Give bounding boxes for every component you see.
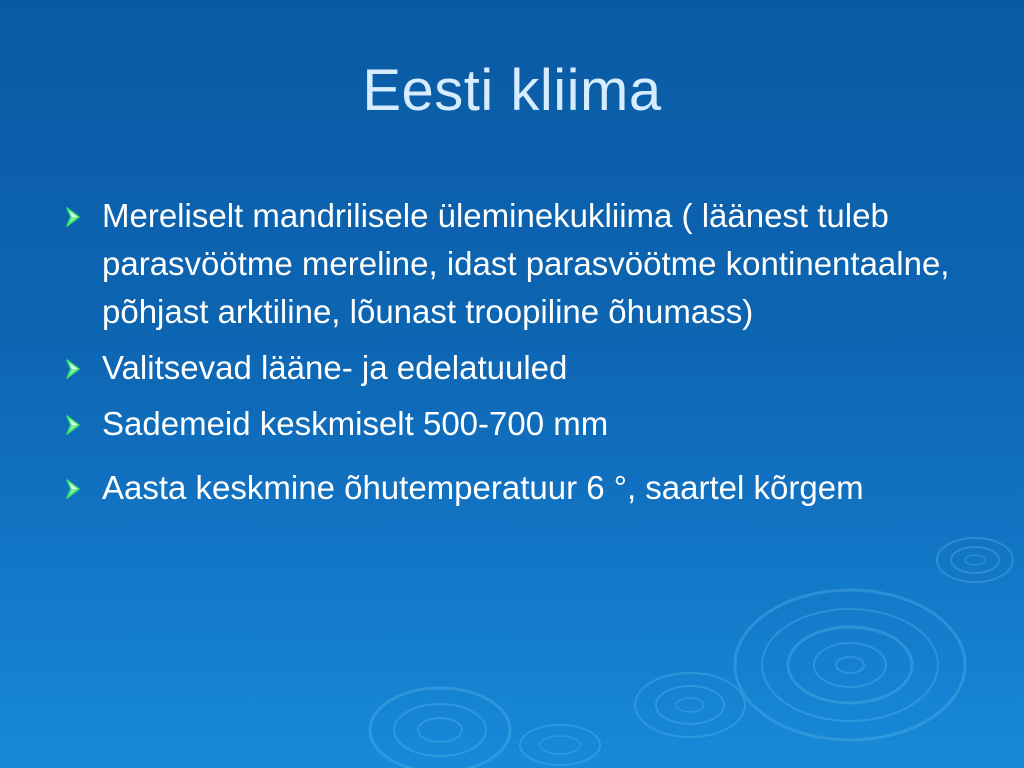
bullet-text: Valitsevad lääne- ja edelatuuled (102, 349, 568, 386)
bullet-item (62, 192, 962, 336)
bullet-text: Mereliselt mandrilisele üleminekukliima ( läänest tuleb parasvöötme mereline, idast parasvöötme kontinentaalne, põhjast arktiline, lõunast troopiline õhumass) (102, 197, 950, 330)
bullet-item (62, 400, 962, 448)
bullet-item (62, 464, 962, 512)
bullet-list (62, 192, 962, 512)
bullet-item (62, 344, 962, 392)
bullet-text: Sademeid keskmiselt 500-700 mm (102, 405, 609, 442)
slide-title: Eesti kliima (362, 58, 662, 123)
chevron-right-icon (64, 358, 88, 380)
bullet-text: Aasta keskmine õhutemperatuur 6 °, saartel kõrgem (102, 469, 864, 506)
chevron-right-icon (64, 414, 88, 436)
chevron-right-icon (64, 478, 88, 500)
chevron-right-icon (64, 206, 88, 228)
